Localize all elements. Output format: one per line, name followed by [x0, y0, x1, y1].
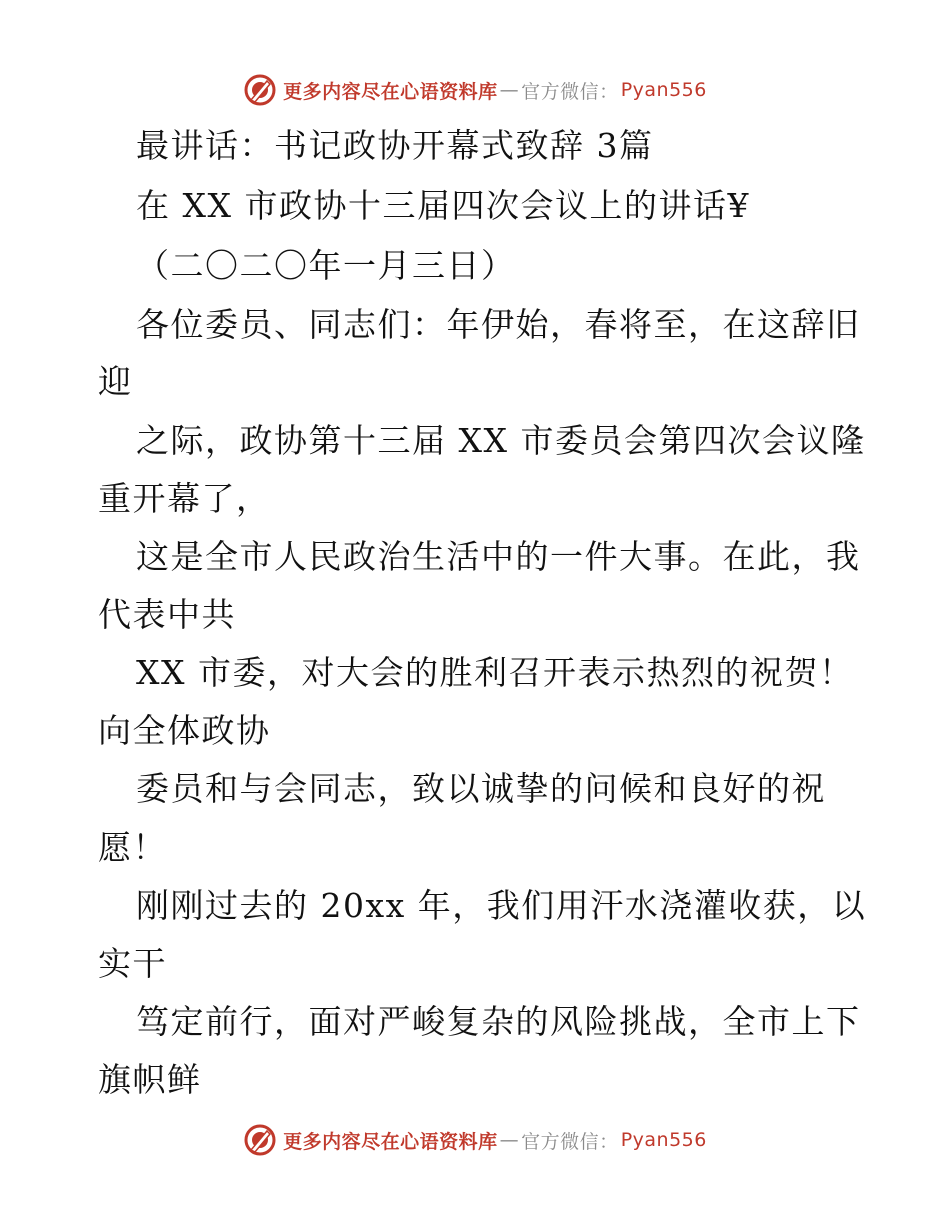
- text-line: XX 市委，对大会的胜利召开表示热烈的祝贺！: [136, 653, 854, 692]
- text-line: 刚刚过去的 20xx 年，我们用汗水浇灌收获，以: [136, 886, 867, 925]
- pen-logo-icon: [243, 1123, 277, 1157]
- text-line: 之际，政协第十三届 XX 市委员会第四次会议隆: [136, 421, 866, 460]
- text-line: 委员和与会同志，致以诚挚的问候和良好的祝: [136, 769, 826, 808]
- banner-main-text: 更多内容尽在心语资料库: [283, 80, 498, 103]
- text-line: 向全体政协: [98, 711, 271, 750]
- doc-subtitle: 在 XX 市政协十三届四次会议上的讲话¥: [136, 186, 750, 225]
- banner-main-text: 更多内容尽在心语资料库: [283, 1130, 498, 1153]
- pen-logo-icon: [243, 73, 277, 107]
- text-line: 旗帜鲜: [98, 1060, 202, 1099]
- text-line: 实干: [98, 944, 167, 983]
- banner-dash: —: [499, 1129, 520, 1151]
- text-line: 迎: [98, 362, 133, 401]
- text-line: 重开幕了，: [98, 479, 271, 518]
- doc-title: 最讲话：书记政协开幕式致辞 3篇: [136, 126, 654, 165]
- header-banner: [0, 70, 950, 110]
- banner-wechat-label: 官方微信：: [521, 80, 619, 103]
- banner-wechat-label: 官方微信：: [521, 1130, 619, 1153]
- text-line: 这是全市人民政治生活中的一件大事。在此，我: [136, 537, 861, 576]
- banner-wechat-id: Pyan556: [620, 1129, 707, 1151]
- doc-date: （二〇二〇年一月三日）: [136, 246, 516, 285]
- text-line: 笃定前行，面对严峻复杂的风险挑战，全市上下: [136, 1002, 861, 1041]
- text-line: 愿！: [98, 828, 167, 867]
- text-line: 代表中共: [98, 595, 236, 634]
- footer-banner: [0, 1120, 950, 1160]
- banner-wechat-id: Pyan556: [620, 79, 707, 101]
- banner-dash: —: [499, 79, 520, 101]
- text-line: 各位委员、同志们：年伊始，春将至，在这辞旧: [136, 305, 861, 344]
